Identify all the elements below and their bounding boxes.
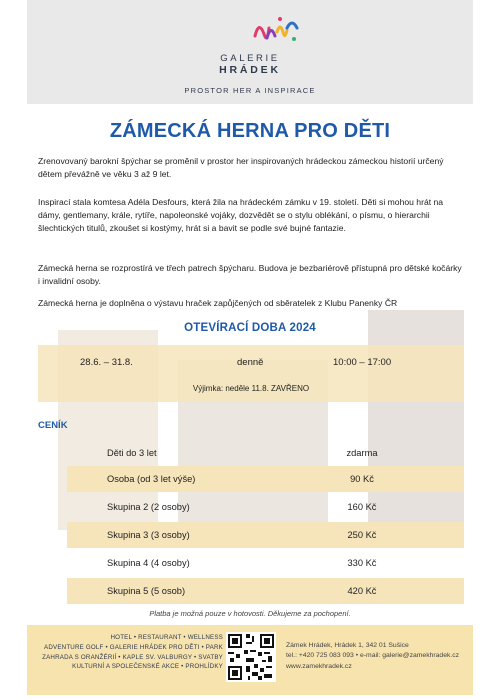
opening-hours-title: OTEVÍRACÍ DOBA 2024 — [184, 322, 316, 334]
price-value: 160 Kč — [347, 502, 377, 512]
price-row — [67, 440, 464, 466]
accessibility-paragraph: Zámecká herna se rozprostírá ve třech patrech špýcharu. Budova je bezbariérově přístupná pro dětské kočárky i invalidní osoby. — [38, 263, 462, 287]
logo-wordmark-line2: HRÁDEK — [219, 64, 281, 76]
services-line: ADVENTURE GOLF • GALERIE HRÁDEK PRO DĚTI • PARK — [44, 643, 223, 651]
price-label: Skupina 2 (2 osoby) — [107, 502, 190, 512]
price-row — [67, 550, 464, 576]
footer-website-link[interactable]: www.zamekhradek.cz — [286, 662, 352, 670]
services-line: ZAHRADA S ORANŽÉRIÍ • KAPLE SV. VALBURGY • SVATBY — [42, 653, 223, 661]
inspiration-paragraph: Inspirací stala komtesa Adéla Desfours, která žila na hrádeckém zámku v 19. století. Děti si mohou hrát na dámy, gentlemany, krále, rytíře, napoleonské vojáky, dozvědět se o stylu oblékání, o písmu, o hierarchii šlechtických titulů, zkoušet si kostýmy, hrát si a bavit se podle své bujné fantazie. — [38, 197, 444, 234]
footer-services — [27, 633, 223, 672]
opening-time: 10:00 – 17:00 — [333, 357, 392, 368]
price-value: 330 Kč — [347, 558, 377, 568]
opening-dates: 28.6. – 31.8. — [80, 357, 133, 368]
services-line: KULTURNÍ A SPOLEČENSKÉ AKCE • PROHLÍDKY — [72, 663, 223, 671]
price-value: 250 Kč — [347, 530, 377, 540]
services-line: HOTEL • RESTAURANT • WELLNESS — [110, 634, 223, 641]
price-row — [67, 522, 464, 548]
footer-phone-email[interactable]: tel.: +420 725 083 093 • e-mail: galerie@zamekhradek.cz — [286, 652, 460, 660]
pricing-title: CENÍK — [38, 420, 68, 431]
header-banner — [27, 0, 473, 104]
price-row — [67, 578, 464, 604]
price-label: Osoba (od 3 let výše) — [107, 474, 196, 484]
logo-tagline: PROSTOR HER A INSPIRACE — [184, 86, 316, 95]
opening-exception: Výjimka: neděle 11.8. ZAVŘENO — [192, 384, 310, 393]
footer-contact — [286, 641, 459, 672]
exhibition-paragraph: Zámecká herna je doplněna o výstavu hraček zapůjčených od sběratelek z Klubu Panenky ČR — [38, 298, 398, 308]
price-label: Skupina 3 (3 osoby) — [107, 530, 190, 540]
price-value: 420 Kč — [347, 586, 377, 596]
qr-code-icon[interactable] — [226, 632, 276, 682]
opening-hours-box — [38, 345, 464, 402]
footer — [27, 625, 473, 695]
price-row — [67, 466, 464, 492]
price-value: 90 Kč — [350, 474, 374, 484]
logo-wordmark-line1: GALERIE — [220, 53, 280, 64]
price-label: Skupina 4 (4 osoby) — [107, 558, 190, 568]
intro-paragraph: Zrenovovaný barokní špýchar se proměnil v prostor her inspirovaných hrádeckou zámeckou historií určený dětem převážně ve věku 3 až 9 let. — [38, 156, 444, 180]
price-label: Děti do 3 let — [107, 448, 157, 458]
price-row — [67, 494, 464, 520]
payment-note: Platba je možná pouze v hotovosti. Děkujeme za pochopení. — [149, 609, 351, 618]
price-value: zdarma — [346, 448, 378, 458]
footer-address: Zámek Hrádek, Hrádek 1, 342 01 Sušice — [286, 642, 409, 649]
galerie-logo-icon — [249, 14, 305, 50]
page-title: ZÁMECKÁ HERNA PRO DĚTI — [109, 120, 391, 142]
opening-days: denně — [237, 357, 264, 368]
price-label: Skupina 5 (5 osob) — [107, 586, 186, 596]
